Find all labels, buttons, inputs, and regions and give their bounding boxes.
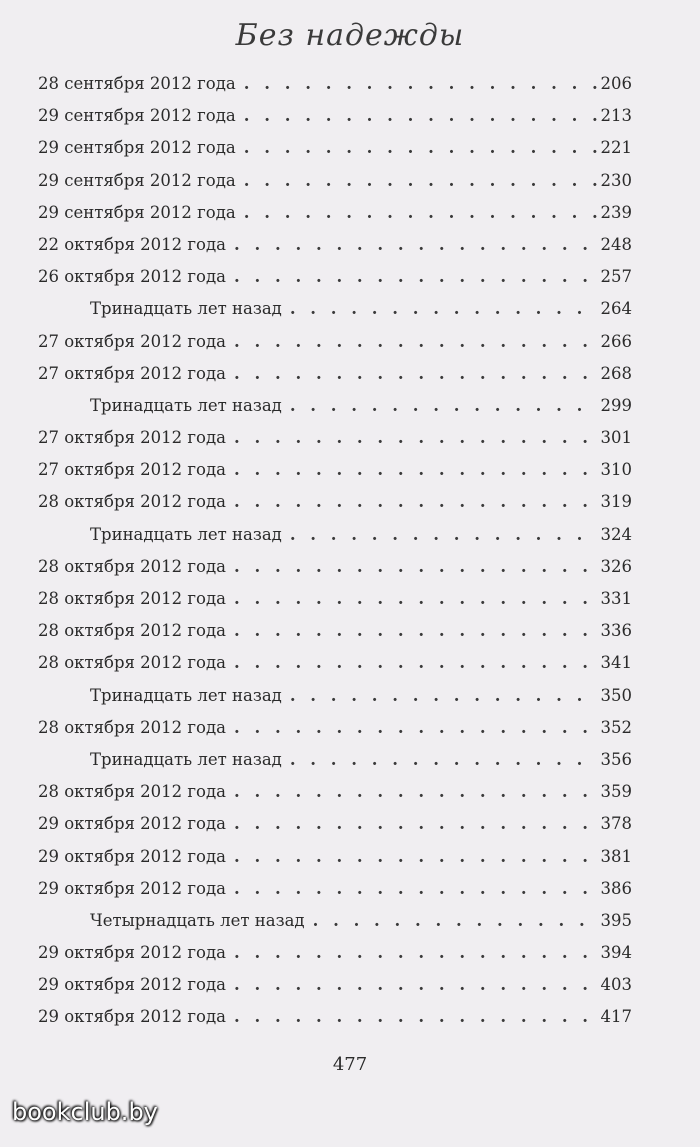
toc-entry-title: Тринадцать лет назад [90,395,282,415]
toc-entry-title: 29 октября 2012 года [38,1007,226,1027]
toc-entry-page-number: 326 [600,556,632,576]
toc-dot-leader [234,267,597,286]
toc-entry [38,492,632,524]
page-number: 477 [332,1054,368,1075]
toc-entry-title: 28 октября 2012 года [38,782,226,802]
toc-dot-leader [234,653,597,672]
toc-dot-leader [244,171,597,190]
toc-dot-leader [313,911,597,930]
toc-entry [38,686,632,718]
toc-entry-page-number: 248 [600,234,632,254]
toc-entry-page-number: 206 [600,74,632,93]
toc-entry-title: 29 октября 2012 года [38,846,226,866]
toc-entry [38,814,632,846]
toc-entry-title: 27 октября 2012 года [38,363,226,383]
toc-dot-leader [234,589,597,608]
toc-entry [38,74,632,106]
toc-entry-title: 28 октября 2012 года [38,621,226,641]
toc-entry [38,1007,632,1039]
toc-entry-title: Тринадцать лет назад [90,524,282,544]
toc-entry [38,235,632,267]
toc-entry [38,975,632,1007]
toc-entry-title: 29 октября 2012 года [38,943,226,963]
toc-entry-title: 29 октября 2012 года [38,975,226,995]
toc-dot-leader [234,847,597,866]
toc-dot-leader [234,460,597,479]
toc-dot-leader [234,235,597,254]
toc-entry-page-number: 239 [600,202,632,222]
toc-entry-page-number: 381 [600,846,632,866]
toc-entry-title: 27 октября 2012 года [38,331,226,351]
toc-entry-title: 22 октября 2012 года [38,234,226,254]
toc-entry [38,171,632,203]
toc-entry-page-number: 331 [600,589,632,608]
toc-dot-leader [290,396,597,415]
watermark-logo: bookclub.by [12,1098,158,1126]
toc-dot-leader [234,943,597,962]
toc-entry-title: 29 сентября 2012 года [38,138,236,158]
toc-dot-leader [234,975,597,994]
toc-entry [38,621,632,653]
toc-entry-page-number: 386 [600,878,632,898]
toc-dot-leader [244,106,597,125]
toc-entry-title: Четырнадцать лет назад [90,910,305,930]
toc-dot-leader [244,138,597,157]
toc-entry [38,911,632,943]
toc-entry [38,332,632,364]
toc-entry-page-number: 301 [600,428,632,448]
toc-dot-leader [234,879,597,898]
toc-entry-page-number: 266 [600,331,632,351]
toc-entry-page-number: 257 [600,267,632,287]
toc-entry-page-number: 264 [600,299,632,319]
toc-entry [38,943,632,975]
toc-entry-page-number: 268 [600,363,632,383]
toc-entry-title: Тринадцать лет назад [90,685,282,705]
toc-entry-page-number: 310 [600,460,632,480]
toc-dot-leader [234,718,597,737]
toc-entry [38,750,632,782]
toc-entry-title: 26 октября 2012 года [38,267,226,287]
toc-entry-title: Тринадцать лет назад [90,299,282,319]
toc-dot-leader [234,557,597,576]
toc-entry [38,718,632,750]
toc-entry-title: 27 октября 2012 года [38,428,226,448]
toc-dot-leader [234,782,597,801]
toc-dot-leader [290,686,597,705]
toc-dot-leader [290,750,597,769]
toc-entry [38,589,632,621]
toc-entry-page-number: 350 [600,685,632,705]
toc-entry [38,782,632,814]
toc-dot-leader [234,332,597,351]
toc-entry-page-number: 356 [600,749,632,769]
toc-entry-page-number: 319 [600,492,632,512]
toc-entry-page-number: 359 [600,782,632,802]
toc-entry-page-number: 341 [600,653,632,673]
toc-entry-title: 29 октября 2012 года [38,814,226,834]
toc-dot-leader [244,203,597,222]
toc-entry [38,557,632,589]
toc-entry [38,138,632,170]
toc-entry-page-number: 230 [600,170,632,190]
toc-entry-title: 28 октября 2012 года [38,589,226,608]
toc-dot-leader [234,492,597,511]
toc-entry [38,428,632,460]
toc-entry [38,847,632,879]
toc-entry-title: 29 сентября 2012 года [38,202,236,222]
toc-entry-title: 27 октября 2012 года [38,460,226,480]
toc-entry-page-number: 395 [600,910,632,930]
toc-entry [38,879,632,911]
toc-entry-title: 28 октября 2012 года [38,492,226,512]
toc-entry-title: 28 октября 2012 года [38,556,226,576]
table-of-contents [38,74,632,1040]
toc-dot-leader [290,299,597,318]
page-header-title: Без надежды [235,18,465,53]
toc-dot-leader [244,74,597,93]
toc-entry-page-number: 221 [600,138,632,158]
toc-entry-page-number: 378 [600,814,632,834]
toc-entry-page-number: 213 [600,106,632,126]
toc-dot-leader [234,1007,597,1026]
toc-entry [38,460,632,492]
toc-entry [38,525,632,557]
toc-entry [38,653,632,685]
toc-entry-title: 28 сентября 2012 года [38,74,236,93]
toc-entry-title: 29 сентября 2012 года [38,170,236,190]
toc-entry-page-number: 394 [600,943,632,963]
toc-dot-leader [234,814,597,833]
toc-entry-page-number: 299 [600,395,632,415]
toc-dot-leader [234,428,597,447]
toc-entry [38,299,632,331]
toc-entry-page-number: 352 [600,717,632,737]
toc-entry-title: 29 октября 2012 года [38,878,226,898]
toc-entry [38,203,632,235]
toc-entry [38,106,632,138]
toc-entry [38,267,632,299]
toc-dot-leader [234,621,597,640]
toc-entry-title: Тринадцать лет назад [90,749,282,769]
toc-entry-page-number: 336 [600,621,632,641]
toc-entry-page-number: 417 [600,1007,632,1027]
toc-entry [38,396,632,428]
toc-entry-title: 28 октября 2012 года [38,717,226,737]
toc-dot-leader [290,525,597,544]
toc-entry-title: 29 сентября 2012 года [38,106,236,126]
toc-dot-leader [234,364,597,383]
toc-entry [38,364,632,396]
toc-entry-page-number: 403 [600,975,632,995]
toc-entry-page-number: 324 [600,524,632,544]
toc-entry-title: 28 октября 2012 года [38,653,226,673]
